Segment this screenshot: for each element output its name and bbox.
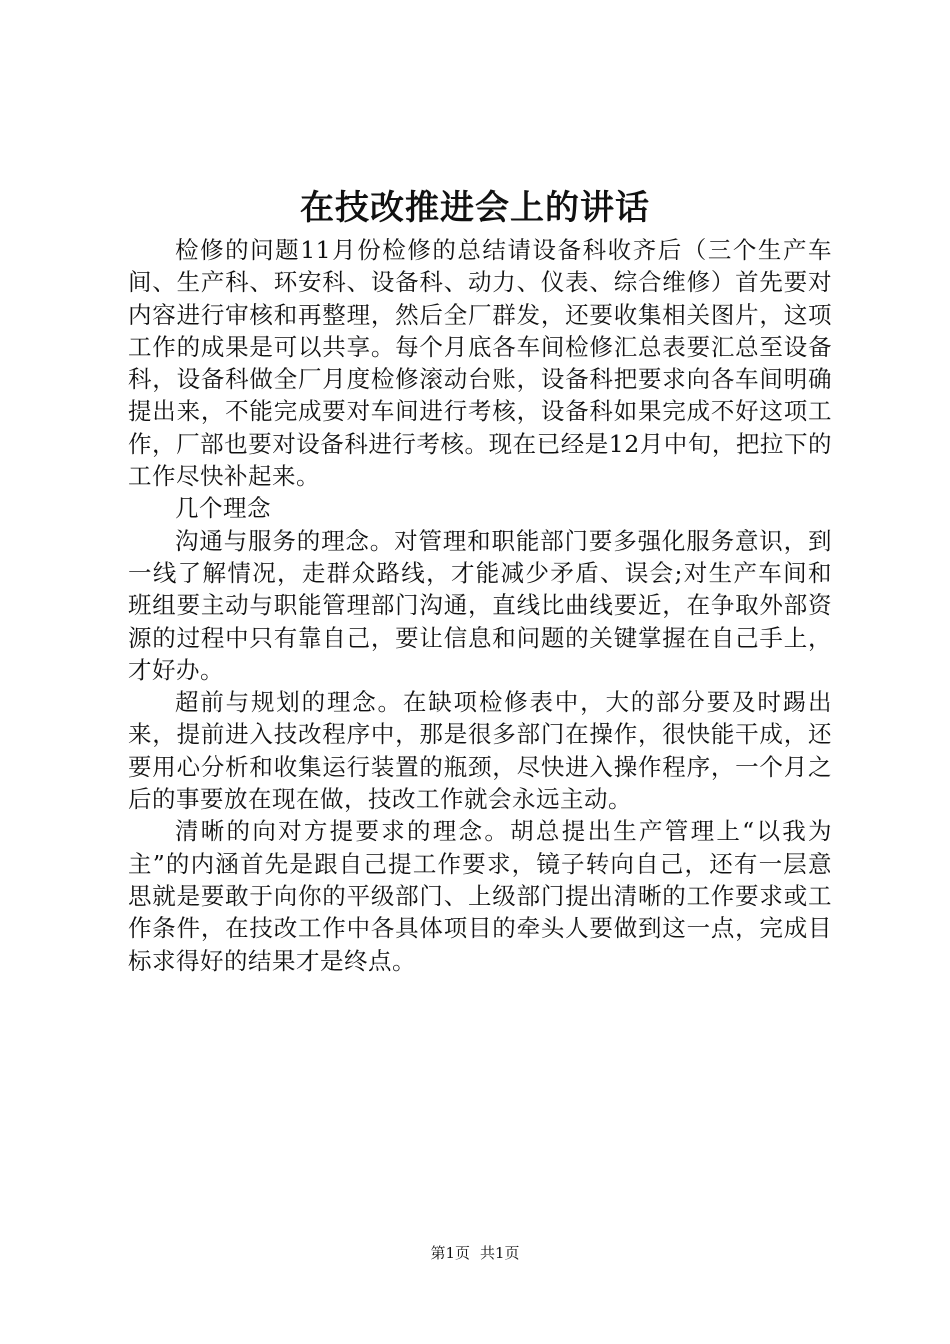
paragraph-requirements: 清晰的向对方提要求的理念。胡总提出生产管理上“以我为主”的内涵首先是跟自己提工作要求，镜子转向自己，还有一层意思就是要敢于向你的平级部门、上级部门提出清晰的工作要求或工作条件，在技改工作中各具体项目的牵头人要做到这一点，完成目标求得好的结果才是终点。 — [128, 817, 832, 975]
paragraph-maintenance: 检修的问题11月份检修的总结请设备科收齐后（三个生产车间、生产科、环安科、设备科、动力、仪表、综合维修）首先要对内容进行审核和再整理，然后全厂群发，还要收集相关图片，这项工作的成果是可以共享。每个月底各车间检修汇总表要汇总至设备科，设备科做全厂月度检修滚动台账，设备科把要求向各车间明确提出来，不能完成要对车间进行考核，设备科如果完成不好这项工作，厂部也要对设备科进行考核。现在已经是12月中旬，把拉下的工作尽快补起来。 — [128, 236, 832, 491]
page-footer — [0, 1242, 950, 1264]
document-body — [128, 234, 832, 977]
paragraph-planning: 超前与规划的理念。在缺项检修表中，大的部分要及时踢出来，提前进入技改程序中，那是很多部门在操作，很快能干成，还要用心分析和收集运行装置的瓶颈，尽快进入操作程序，一个月之后的事要放在现在做，技改工作就会永远主动。 — [128, 688, 832, 814]
document-title: 在技改推进会上的讲话 — [300, 188, 650, 228]
section-heading-concepts: 几个理念 — [175, 494, 271, 523]
paragraph-communication: 沟通与服务的理念。对管理和职能部门要多强化服务意识，到一线了解情况，走群众路线，才能减少矛盾、误会;对生产车间和班组要主动与职能管理部门沟通，直线比曲线要近，在争取外部资源的过程中只有靠自己，要让信息和问题的关键掌握在自己手上，才好办。 — [128, 526, 832, 684]
page-number: 第1页 — [430, 1244, 470, 1262]
page-total: 共1页 — [480, 1244, 520, 1262]
